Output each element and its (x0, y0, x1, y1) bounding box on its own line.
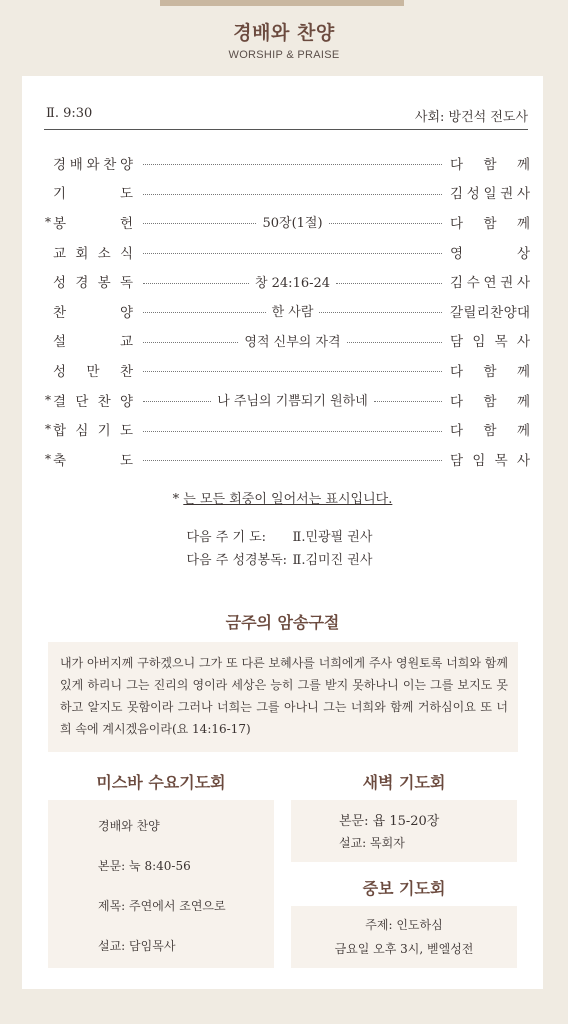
order-label: 성 만 찬 (53, 363, 133, 380)
order-person: 김 성 일 권 사 (450, 186, 530, 203)
note-text: 는 모든 회중이 일어서는 표시입니다. (183, 492, 393, 507)
dotted-leader (143, 160, 442, 165)
order-person: 갈 릴 리 찬 양 대 (450, 304, 530, 321)
dotted-leader (143, 249, 442, 254)
order-row (36, 207, 530, 237)
order-label: 설 교 (53, 334, 133, 351)
order-row (36, 178, 530, 208)
note-star: * (172, 492, 180, 507)
order-person: 담 임 목 사 (450, 334, 530, 351)
order-row (36, 148, 530, 178)
intercession-title: 중보 기도회 (362, 879, 446, 898)
order-label: 축 도 (53, 452, 133, 469)
wednesday-line: 본문: 눅 8:40-56 (98, 859, 191, 873)
order-label: 기 도 (53, 186, 133, 203)
next-week-value: Ⅱ.민광필 권사 (292, 530, 373, 545)
dotted-leader (143, 190, 442, 195)
dotted-leader (143, 456, 442, 461)
page-subtitle: WORSHIP & PRAISE (228, 49, 340, 61)
next-week-info (22, 526, 543, 572)
standing-star: * (45, 451, 51, 466)
dawn-line: 설교: 목회자 (339, 836, 405, 850)
order-of-worship (36, 148, 530, 474)
dawn-box (291, 800, 517, 862)
order-label: 합 심 기 도 (53, 423, 133, 440)
order-person: 다 함 께 (450, 363, 530, 380)
order-row (36, 355, 530, 385)
order-person: 다 함 께 (450, 215, 530, 232)
order-row (36, 385, 530, 415)
wednesday-box (48, 800, 274, 968)
page-title: 경배와 찬양 (233, 22, 335, 44)
order-label: 교 회 소 식 (53, 245, 133, 262)
order-person: 다 함 께 (450, 423, 530, 440)
standing-note (22, 488, 543, 507)
order-label: 봉 헌 (53, 215, 133, 232)
order-detail: 50장(1절) (262, 216, 323, 232)
dotted-leader (143, 331, 442, 350)
dotted-leader (143, 301, 442, 320)
order-label: 찬 양 (53, 304, 133, 321)
next-week-row (22, 526, 543, 549)
intercession-box (291, 906, 517, 968)
order-person: 다 함 께 (450, 393, 530, 410)
dotted-leader (143, 272, 442, 291)
order-row (36, 444, 530, 474)
order-row (36, 326, 530, 356)
order-row (36, 414, 530, 444)
dotted-leader (143, 212, 442, 231)
bulletin-card (22, 76, 543, 989)
wednesday-title: 미스바 수요기도회 (96, 773, 226, 792)
dotted-leader (143, 390, 442, 409)
service-host: 사회: 방건석 전도사 (414, 110, 528, 125)
order-person: 김 수 연 권 사 (450, 275, 530, 292)
next-week-key: 다음 주 성경봉독: (186, 553, 288, 568)
wednesday-line: 설교: 담임목사 (98, 939, 176, 953)
dawn-line: 본문: 욥 15-20장 (339, 814, 440, 829)
wednesday-line: 제목: 주연에서 조연으로 (98, 899, 226, 913)
order-detail: 창 24:16-24 (254, 275, 331, 291)
order-detail: 한 사람 (271, 305, 314, 321)
order-label: 결 단 찬 양 (53, 393, 133, 410)
top-accent-bar (160, 0, 404, 6)
order-row (36, 266, 530, 296)
order-detail: 영적 신부의 자격 (244, 334, 341, 350)
dotted-leader (143, 367, 442, 372)
order-detail: 나 주님의 기쁨되기 원하네 (217, 394, 368, 410)
memory-verse-title: 금주의 암송구절 (225, 613, 340, 632)
service-header (44, 104, 528, 130)
standing-star: * (45, 392, 51, 407)
service-time: Ⅱ. 9:30 (46, 106, 93, 121)
intercession-line: 주제: 인도하심 (365, 918, 443, 932)
dotted-leader (143, 427, 442, 432)
next-week-value: Ⅱ.김미진 권사 (292, 553, 373, 568)
order-label: 경 배 와 찬 양 (53, 156, 133, 173)
order-row (36, 296, 530, 326)
next-week-key: 다음 주 기 도: (186, 530, 267, 545)
dawn-title: 새벽 기도회 (362, 773, 446, 792)
next-week-row (22, 549, 543, 572)
order-row (36, 237, 530, 267)
order-person: 영 상 (450, 245, 530, 262)
order-person: 다 함 께 (450, 156, 530, 173)
order-person: 담 임 목 사 (450, 452, 530, 469)
standing-star: * (45, 214, 51, 229)
memory-verse-box (48, 642, 518, 752)
order-label: 성 경 봉 독 (53, 275, 133, 292)
intercession-line: 금요일 오후 3시, 벧엘성전 (334, 942, 474, 956)
standing-star: * (45, 422, 51, 437)
page-header (0, 18, 568, 61)
memory-verse-text: 내가 아버지께 구하겠으니 그가 또 다른 보혜사를 너희에게 주사 영원토록 너희와 함께 있게 하리니 그는 진리의 영이라 세상은 능히 그를 받지 못하나니 이는 그를 보지도 못하고 알지도 못함이라 그러나 너희는 그를 아나니 그는 너희와 함께 거하심이요 또 너희 속에 계시겠음이라(요 14:16-17) (60, 656, 508, 736)
wednesday-line: 경배와 찬양 (98, 819, 160, 833)
